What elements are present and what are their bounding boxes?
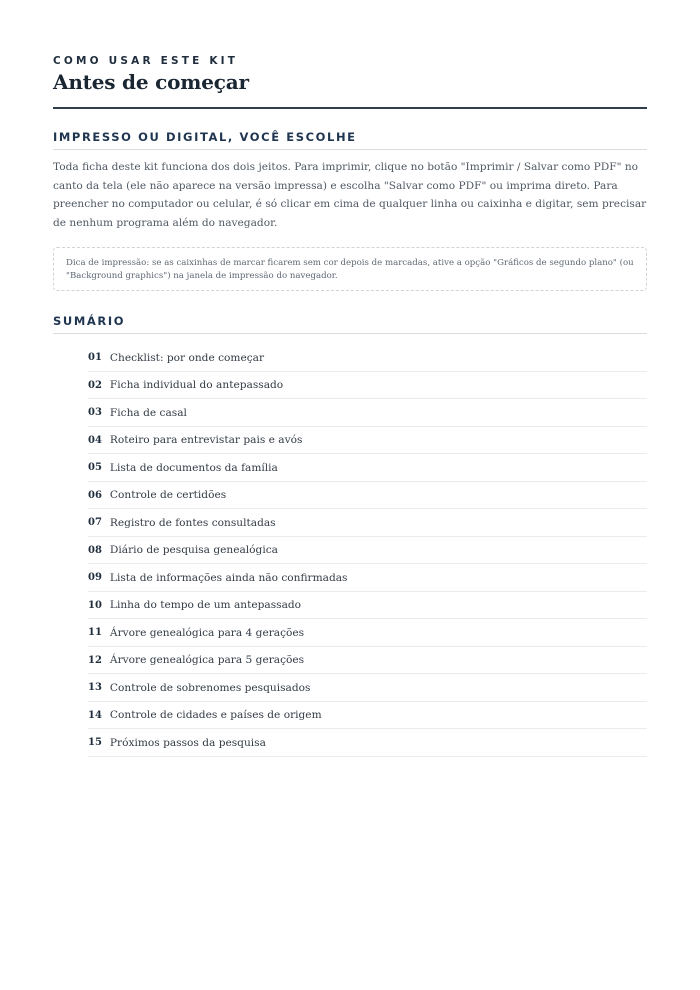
summary-item-label: Controle de sobrenomes pesquisados xyxy=(109,681,311,694)
summary-item[interactable] xyxy=(88,345,647,372)
summary-item-number: 06 xyxy=(88,489,102,501)
summary-item[interactable] xyxy=(88,373,647,400)
summary-item-number: 11 xyxy=(88,627,102,639)
summary-item-number: 15 xyxy=(88,737,102,749)
format-section-body: Toda ficha deste kit funciona dos dois jeitos. Para imprimir, clique no botão "Imprimir / Salvar como PDF" no canto da tela (ele não aparece na versão impressa) e escolha "Salvar como PDF" ou imprima direto. Para preencher no computador ou celular, é só clicar em cima de qualquer linha ou caixinha e digitar, sem precisar de nenhum programa além do navegador. xyxy=(53,161,647,229)
summary-item-label: Lista de documentos da família xyxy=(109,461,278,474)
summary-item-number: 09 xyxy=(88,572,102,584)
summary-item-label: Checklist: por onde começar xyxy=(109,351,265,364)
page-kicker: COMO USAR ESTE KIT xyxy=(53,55,239,67)
summary-item-number: 12 xyxy=(88,654,102,666)
summary-item[interactable] xyxy=(88,620,647,647)
summary-item-number: 05 xyxy=(88,462,102,474)
summary-divider xyxy=(53,333,647,334)
summary-item-label: Linha do tempo de um antepassado xyxy=(109,599,302,612)
summary-item-label: Roteiro para entrevistar pais e avós xyxy=(109,434,303,447)
summary-item-label: Diário de pesquisa genealógica xyxy=(109,544,278,557)
summary-item-number: 14 xyxy=(88,709,102,721)
summary-heading: SUMÁRIO xyxy=(53,314,126,328)
summary-item-label: Controle de cidades e países de origem xyxy=(109,709,322,722)
format-section-heading: IMPRESSO OU DIGITAL, VOCÊ ESCOLHE xyxy=(53,130,357,144)
summary-list xyxy=(88,345,647,758)
summary-item-label: Registro de fontes consultadas xyxy=(109,516,276,529)
summary-item[interactable] xyxy=(88,428,647,455)
summary-item[interactable] xyxy=(88,675,647,702)
summary-item-label: Lista de informações ainda não confirmadas xyxy=(109,571,348,584)
summary-item[interactable] xyxy=(88,400,647,427)
summary-item[interactable] xyxy=(88,565,647,592)
page-title: Antes de começar xyxy=(53,70,249,94)
summary-item[interactable] xyxy=(88,538,647,565)
summary-item-label: Ficha individual do antepassado xyxy=(109,379,284,392)
summary-item[interactable] xyxy=(88,593,647,620)
format-section-divider xyxy=(53,149,647,150)
summary-item[interactable] xyxy=(88,455,647,482)
print-tip-text: Dica de impressão: se as caixinhas de marcar ficarem sem cor depois de marcadas, ative a opção "Gráficos de segundo plano" (ou "Background graphics") na janela de impressão do navegador. xyxy=(66,258,634,281)
summary-item-number: 04 xyxy=(88,434,102,446)
summary-item-number: 10 xyxy=(88,599,102,611)
summary-item-label: Próximos passos da pesquisa xyxy=(109,736,266,749)
print-tip-box xyxy=(53,247,647,291)
summary-item[interactable] xyxy=(88,730,647,757)
title-divider xyxy=(53,107,647,109)
summary-item[interactable] xyxy=(88,510,647,537)
summary-item-number: 01 xyxy=(88,352,102,364)
summary-item[interactable] xyxy=(88,483,647,510)
summary-item-number: 08 xyxy=(88,544,102,556)
summary-item-label: Árvore genealógica para 4 gerações xyxy=(109,626,305,639)
summary-item-label: Ficha de casal xyxy=(109,406,187,419)
summary-item-label: Controle de certidões xyxy=(109,489,227,502)
summary-item[interactable] xyxy=(88,703,647,730)
summary-item-number: 03 xyxy=(88,407,102,419)
summary-item-number: 07 xyxy=(88,517,102,529)
summary-item-number: 13 xyxy=(88,682,102,694)
summary-item-label: Árvore genealógica para 5 gerações xyxy=(109,654,305,667)
summary-item-number: 02 xyxy=(88,379,102,391)
summary-item[interactable] xyxy=(88,648,647,675)
